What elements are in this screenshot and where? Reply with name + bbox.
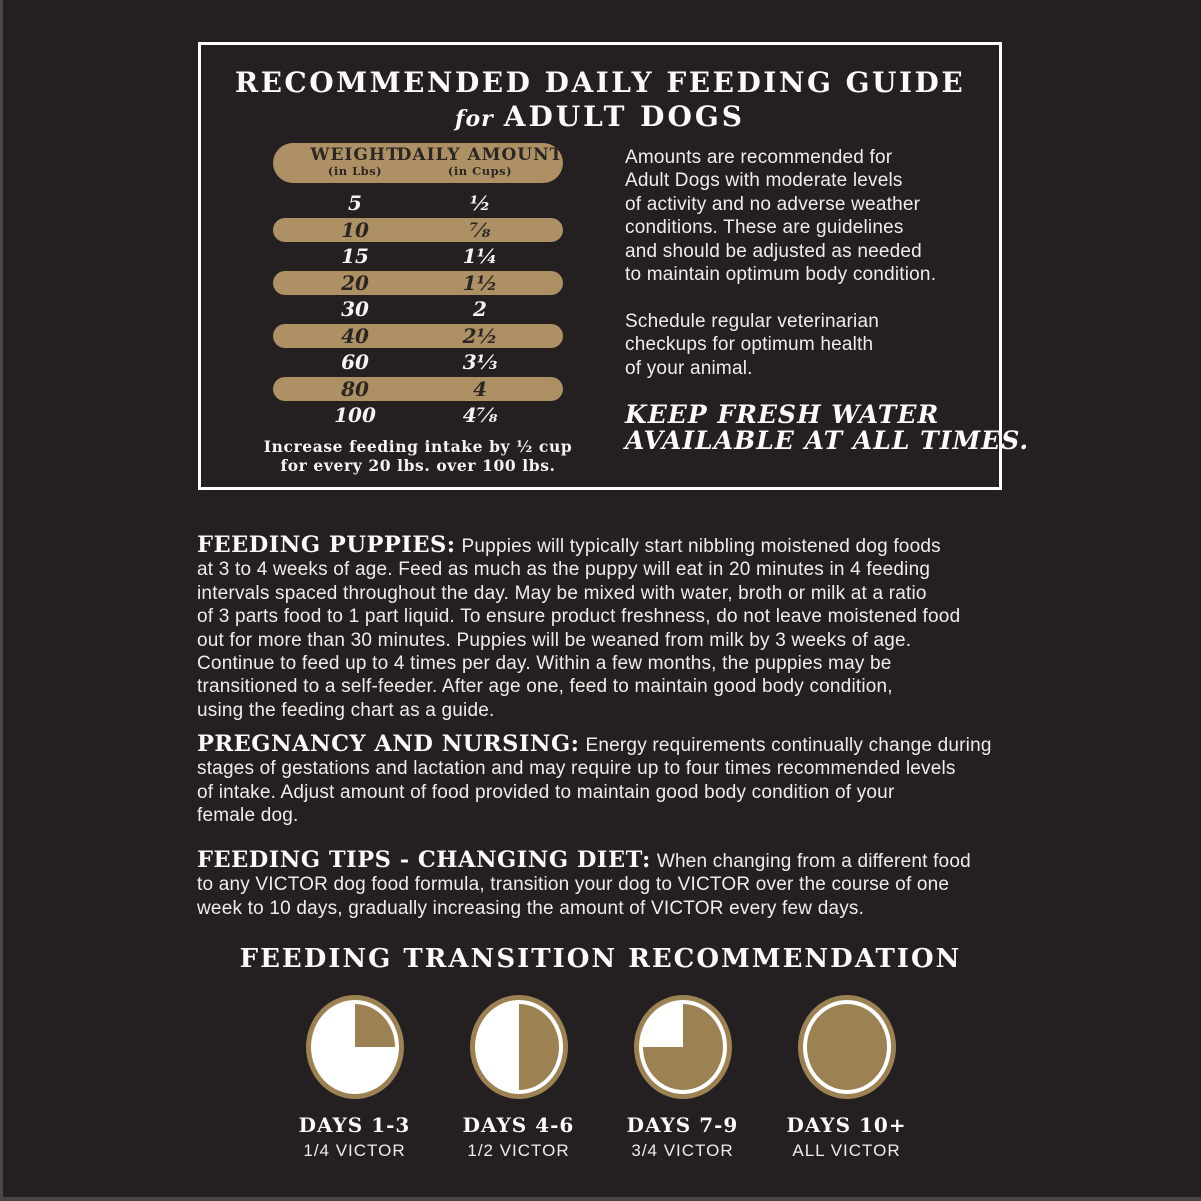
pie-chart-icon: [634, 995, 732, 1099]
table-row: [273, 244, 563, 269]
table-row: [273, 350, 563, 375]
amount-header-unit: (in Cups): [447, 164, 513, 178]
amount-value: 4: [473, 376, 487, 401]
weight-value: 15: [341, 244, 369, 268]
pie-chart-icon: [798, 995, 896, 1099]
vet-checkup-paragraph: Schedule regular veterinarian checkups for optimum health of your animal.: [625, 311, 880, 379]
weight-value: 30: [341, 297, 369, 321]
weight-value: 100: [334, 403, 376, 427]
table-row: [273, 324, 563, 349]
amounts-paragraph: Amounts are recommended for Adult Dogs with moderate levels of activity and no adverse weather conditions. These are guidelines and should be adjusted as needed to maintain optimum body condition.: [625, 147, 937, 286]
guide-subtitle-main: ADULT DOGS: [503, 100, 745, 133]
weight-value: 60: [341, 350, 369, 374]
section-heading: FEEDING TIPS - CHANGING DIET:: [197, 847, 651, 873]
pie-chart-icon: [470, 995, 568, 1099]
weight-value: 40: [341, 323, 369, 348]
table-row: [273, 218, 563, 243]
transition-amount-label: ALL VICTOR: [792, 1141, 901, 1160]
transition-item: [459, 995, 579, 1161]
amount-value: 4⅞: [462, 403, 498, 427]
guide-right-column: [625, 45, 1030, 487]
feeding-tips-section: FEEDING TIPS - CHANGING DIET: When changing from a different food to any VICTOR dog food formula, transition your dog to VICTOR over the course of one week to 10 days, gradually increasing the amount of VICTOR every few days.: [197, 847, 971, 919]
feeding-table: [273, 143, 563, 430]
page-edge-bottom: [0, 1197, 1201, 1201]
transition-amount-label: 1/2 VICTOR: [467, 1141, 570, 1160]
feeding-table-body: [273, 191, 563, 428]
section-heading: FEEDING PUPPIES:: [197, 532, 456, 558]
pie-chart-icon: [306, 995, 404, 1099]
weight-value: 10: [341, 217, 369, 242]
transition-item: [787, 995, 907, 1161]
transition-row: [0, 995, 1201, 1161]
feeding-puppies-section: FEEDING PUPPIES: Puppies will typically start nibbling moistened dog foods at 3 to 4 weeks of age. Feed as much as the puppy will eat in 20 minutes in 4 feeding intervals spaced throughout the day. May be mixed with water, broth or milk at a ratio of 3 parts food to 1 part liquid. To ensure product freshness, do not leave moistened food out for more than 30 minutes. Puppies will be weaned from milk by 3 weeks of age. Continue to feed up to 4 times per day. Within a few months, the puppies may be transitioned to a self-feeder. After age one, feed to maintain good body condition, using the feeding chart as a guide.: [197, 532, 961, 721]
weight-header-unit: (in Lbs): [327, 164, 383, 178]
amount-column-header: [395, 147, 565, 178]
weight-value: 20: [341, 270, 369, 295]
amount-value: ⅞: [469, 217, 491, 242]
fresh-water-emphasis: KEEP FRESH WATER AVAILABLE AT ALL TIMES.: [625, 400, 1030, 455]
transition-days-label: DAYS 7-9: [626, 1113, 739, 1137]
amount-value: 1½: [462, 270, 498, 295]
weight-value: 80: [341, 376, 369, 401]
transition-amount-label: 1/4 VICTOR: [303, 1141, 406, 1160]
amount-header-label: DAILY AMOUNT: [396, 145, 564, 165]
amount-value: 3⅓: [462, 350, 498, 374]
transition-days-label: DAYS 10+: [786, 1113, 907, 1137]
amount-value: 2½: [462, 323, 498, 348]
feeding-table-header: [273, 143, 563, 183]
table-row: [273, 403, 563, 428]
transition-item: [295, 995, 415, 1161]
table-row: [273, 377, 563, 402]
table-row: [273, 297, 563, 322]
transition-heading: FEEDING TRANSITION RECOMMENDATION: [239, 944, 962, 974]
transition-days-label: DAYS 1-3: [298, 1113, 411, 1137]
transition-amount-label: 3/4 VICTOR: [631, 1141, 734, 1160]
transition-item: [623, 995, 743, 1161]
table-note: Increase feeding intake by ½ cup for every 20 lbs. over 100 lbs.: [263, 437, 573, 475]
transition-days-label: DAYS 4-6: [462, 1113, 575, 1137]
amount-value: 2: [473, 297, 487, 321]
section-heading: PREGNANCY AND NURSING:: [197, 731, 580, 757]
guide-title: RECOMMENDED DAILY FEEDING GUIDE: [234, 66, 966, 99]
pregnancy-nursing-section: PREGNANCY AND NURSING: Energy requirements continually change during stages of gestations and lactation and may require up to four times recommended levels of intake. Adjust amount of food provided to maintain good body condition of your female dog.: [197, 731, 992, 827]
table-row: [273, 191, 563, 216]
daily-feeding-guide-box: [198, 42, 1030, 490]
weight-value: 5: [348, 191, 362, 215]
amount-value: ½: [469, 191, 491, 215]
table-row: [273, 271, 563, 296]
guide-subtitle-for: for: [455, 106, 494, 132]
amount-value: 1¼: [462, 244, 498, 268]
weight-header-label: WEIGHT: [310, 145, 400, 165]
